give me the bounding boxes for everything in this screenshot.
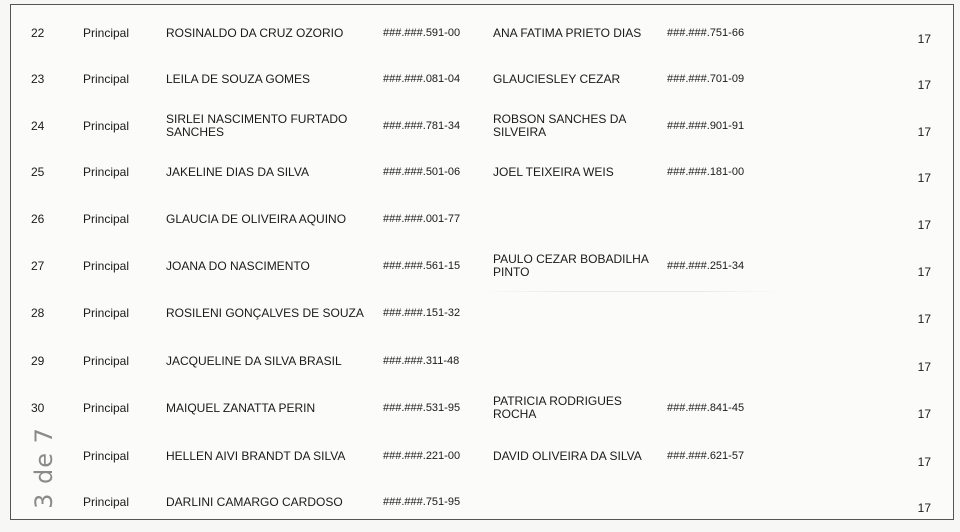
row-type: Principal: [83, 448, 130, 463]
secondary-cpf: ###.###.251-34: [667, 259, 745, 272]
primary-name: SIRLEI NASCIMENTO FURTADO SANCHES: [166, 112, 348, 139]
primary-cpf: ###.###.151-32: [383, 306, 461, 319]
secondary-name: ROBSON SANCHES DA SILVEIRA: [493, 112, 626, 139]
primary-cpf: ###.###.501-06: [383, 165, 461, 178]
primary-cpf: ###.###.311-48: [383, 354, 460, 367]
row-number: 23: [31, 71, 45, 86]
row-count: 17: [917, 217, 931, 232]
secondary-name: [493, 338, 663, 384]
row-number: 24: [31, 118, 45, 133]
primary-cpf: ###.###.001-77: [383, 212, 461, 225]
row-type: Principal: [83, 353, 130, 368]
secondary-cpf: ###.###.841-45: [667, 401, 745, 414]
row-count: 17: [917, 31, 931, 46]
primary-name: MAIQUEL ZANATTA PERIN: [166, 400, 316, 415]
table-row: [11, 196, 953, 242]
table-row: [11, 290, 953, 336]
secondary-cpf: ###.###.701-09: [667, 72, 745, 85]
row-number: 29: [31, 353, 45, 368]
primary-name: HELLEN AIVI BRANDT DA SILVA: [166, 448, 346, 463]
secondary-name: ANA FATIMA PRIETO DIAS: [493, 25, 642, 40]
primary-name: ROSINALDO DA CRUZ OZORIO: [166, 25, 344, 40]
page-number-stamp: [22, 428, 66, 508]
row-number: 26: [31, 211, 45, 226]
secondary-name: [493, 196, 663, 242]
secondary-cpf: ###.###.901-91: [667, 119, 745, 132]
primary-cpf: ###.###.591-00: [383, 26, 461, 39]
secondary-name: PAULO CEZAR BOBADILHA PINTO: [493, 252, 649, 279]
primary-name: LEILA DE SOUZA GOMES: [166, 71, 311, 86]
secondary-name: [493, 290, 663, 336]
row-count: 17: [917, 124, 931, 139]
row-count: 17: [917, 500, 931, 515]
secondary-cpf: ###.###.751-66: [667, 26, 745, 39]
secondary-cpf: [667, 338, 777, 384]
row-count: 17: [917, 170, 931, 185]
table-row: [11, 149, 953, 195]
table-row: [11, 479, 953, 525]
row-count: 17: [917, 311, 931, 326]
page-number-label: 3 de 7: [30, 427, 59, 509]
row-count: 17: [917, 406, 931, 421]
primary-name: GLAUCIA DE OLIVEIRA AQUINO: [166, 211, 347, 226]
row-count: 17: [917, 359, 931, 374]
primary-cpf: ###.###.561-15: [383, 259, 461, 272]
primary-cpf: ###.###.781-34: [383, 119, 461, 132]
row-count: 17: [917, 454, 931, 469]
primary-cpf: ###.###.751-95: [383, 495, 461, 508]
row-type: Principal: [83, 211, 130, 226]
row-type: Principal: [83, 164, 130, 179]
row-type: Principal: [83, 494, 130, 509]
row-type: Principal: [83, 258, 130, 273]
primary-name: JACQUELINE DA SILVA BRASIL: [166, 353, 342, 368]
primary-name: ROSILENI GONÇALVES DE SOUZA: [166, 305, 364, 320]
secondary-cpf: [667, 479, 777, 525]
row-number: 25: [31, 164, 45, 179]
table-row: [11, 433, 953, 479]
table-row: [11, 243, 953, 289]
row-type: Principal: [83, 25, 130, 40]
row-type: Principal: [83, 118, 130, 133]
row-type: Principal: [83, 305, 130, 320]
row-type: Principal: [83, 400, 130, 415]
row-number: 27: [31, 258, 45, 273]
primary-name: JOANA DO NASCIMENTO: [166, 258, 310, 273]
secondary-name: PATRICIA RODRIGUES ROCHA: [493, 394, 622, 421]
secondary-name: DAVID OLIVEIRA DA SILVA: [493, 448, 642, 463]
table-row: [11, 103, 953, 149]
table-row: [11, 10, 953, 56]
secondary-name: JOEL TEIXEIRA WEIS: [493, 164, 614, 179]
primary-cpf: ###.###.531-95: [383, 401, 461, 414]
row-number: 22: [31, 25, 45, 40]
row-count: 17: [917, 264, 931, 279]
primary-cpf: ###.###.081-04: [383, 72, 461, 85]
row-count: 17: [917, 77, 931, 92]
row-number: 28: [31, 305, 45, 320]
row-number: 30: [31, 400, 45, 415]
table-row: [11, 338, 953, 384]
secondary-cpf: ###.###.621-57: [667, 449, 745, 462]
secondary-cpf: [667, 196, 777, 242]
primary-name: DARLINI CAMARGO CARDOSO: [166, 494, 343, 509]
document-sheet: [10, 4, 954, 520]
secondary-cpf: ###.###.181-00: [667, 165, 745, 178]
primary-cpf: ###.###.221-00: [383, 449, 461, 462]
table-row: [11, 56, 953, 102]
row-type: Principal: [83, 71, 130, 86]
secondary-name: GLAUCIESLEY CEZAR: [493, 71, 621, 86]
primary-name: JAKELINE DIAS DA SILVA: [166, 164, 309, 179]
table-row: [11, 385, 953, 431]
secondary-cpf: [667, 290, 777, 336]
secondary-name: [493, 479, 663, 525]
